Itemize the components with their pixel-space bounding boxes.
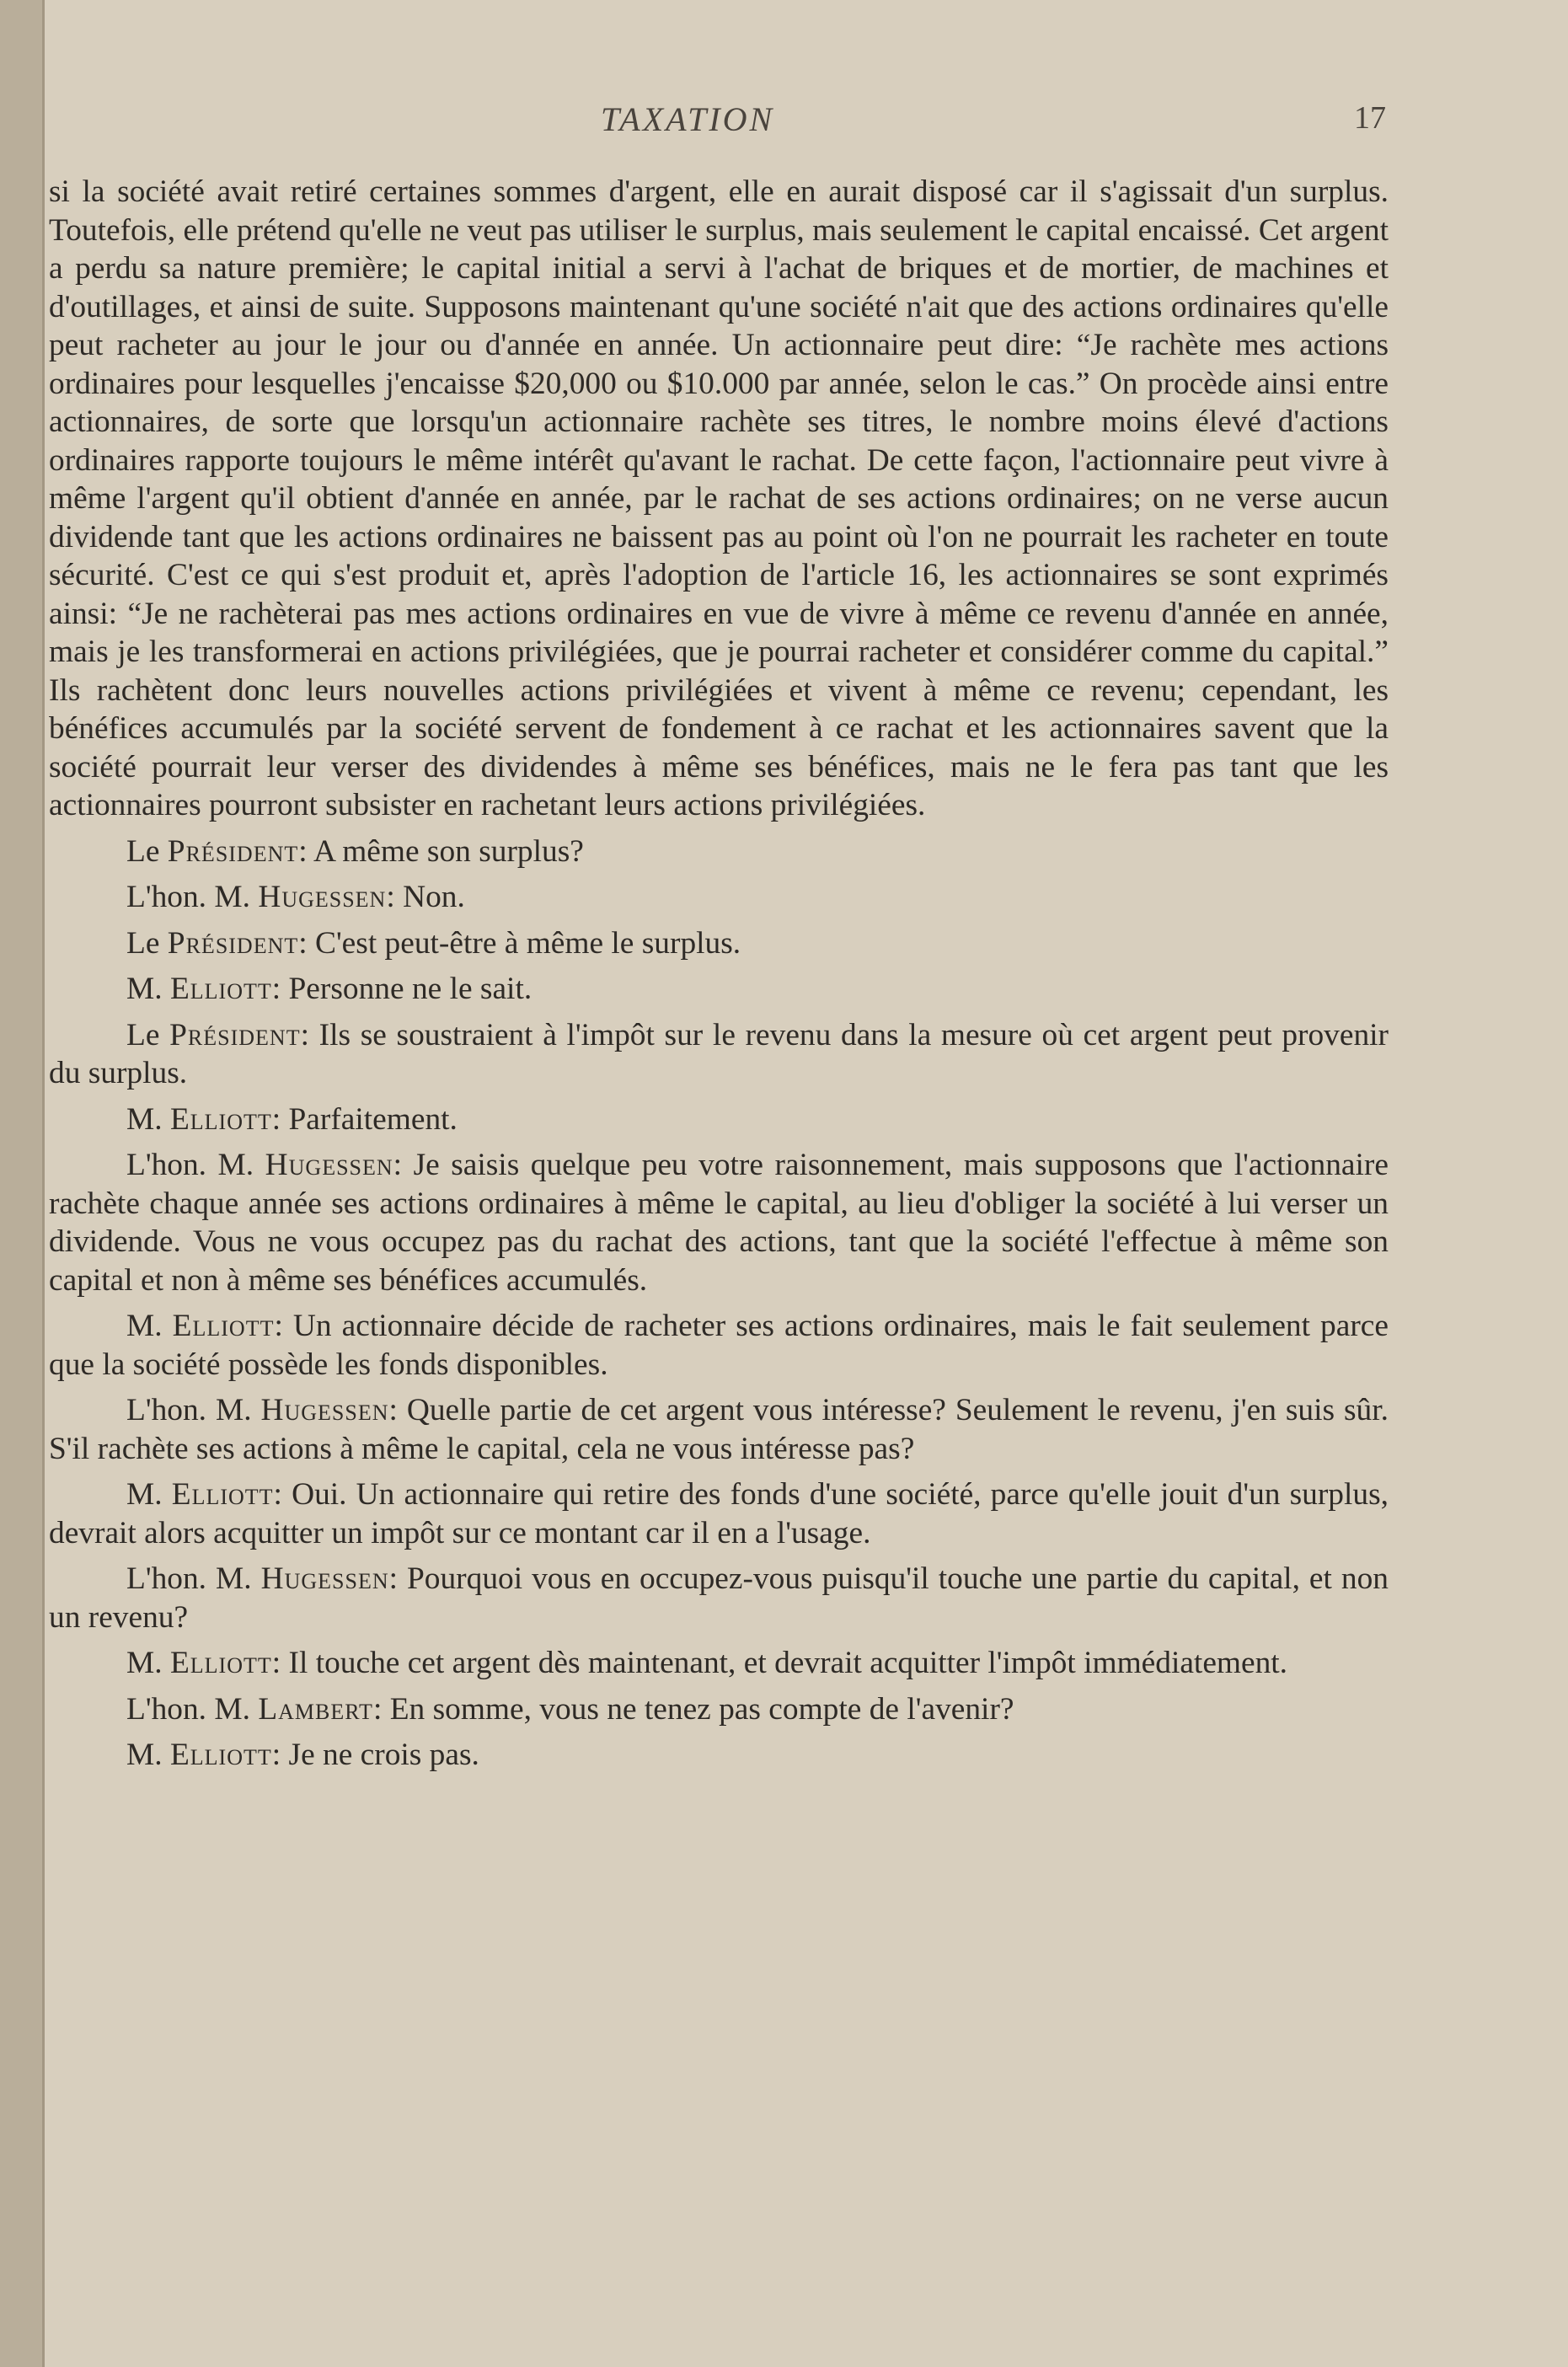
speaker-name: Président [169,1017,301,1052]
speech-text: Non. [403,880,465,914]
speaker-separator: : [271,1738,289,1772]
speech-paragraph [49,1560,1389,1636]
speaker-name: Hugessen [265,1148,393,1182]
speech-text: Je saisis quelque peu votre raisonnement, mais supposons que l'actionnaire rachète chaque année ses actions ordinaires à même le capital, au lieu d'obliger la société à lui verser un dividende. Vous ne vous occupez pas du rachat des actions, tant que la société l'effectue à même son capital et non à même ses bénéfices accumulés. [49,1148,1389,1298]
speaker-name: Elliott [169,1738,272,1772]
speech-text: A même son surplus? [313,833,584,869]
speaker-prefix: M. [126,1738,170,1772]
speech-paragraph [49,1146,1389,1299]
speaker-name: Elliott [169,1101,272,1137]
speaker-separator: : [300,1017,319,1052]
speaker-name: Président [167,925,299,961]
speaker-name: Hugessen [260,1561,389,1596]
speaker-separator: : [271,1101,289,1137]
speaker-separator: : [372,1691,390,1727]
body-text [49,173,1389,1775]
speaker-separator: : [388,1561,407,1596]
speech-text: Personne ne le sait. [288,972,532,1006]
speech-paragraph [49,1690,1389,1729]
speaker-separator: : [393,1148,414,1182]
speaker-separator: : [298,925,315,961]
speech-paragraph [49,833,1389,871]
speaker-name: Elliott [169,1646,272,1680]
speaker-prefix: M. [126,1101,170,1137]
paragraph-continued [49,173,1389,825]
speech-paragraph [49,1307,1389,1384]
speaker-prefix: L'hon. M. [126,880,259,914]
speaker-separator: : [271,972,289,1006]
speaker-separator: : [388,1393,407,1427]
running-head [0,99,1568,142]
speaker-separator: : [273,1477,292,1512]
speaker-prefix: L'hon. M. [126,1393,261,1427]
speech-text: Oui. Un actionnaire qui retire des fonds d'une société, parce qu'elle jouit d'un surplus, devrait alors acquitter un impôt sur ce montant car il en a l'usage. [49,1477,1389,1550]
speaker-name: Elliott [171,1477,274,1512]
speech-text: Ils se soustraient à l'impôt sur le revenu dans la mesure où cet argent peut provenir du surplus. [49,1017,1389,1090]
speaker-name: Elliott [172,1309,275,1343]
speaker-name: Hugessen [260,1393,389,1427]
speech-paragraph [49,1475,1389,1552]
speaker-prefix: L'hon. M. [126,1561,261,1596]
speaker-separator: : [271,1646,289,1680]
speech-paragraph [49,970,1389,1009]
speaker-name: Lambert [258,1691,373,1727]
speaker-prefix: L'hon. M. [126,1691,259,1727]
speaker-prefix: L'hon. M. [126,1148,265,1182]
speech-text: Un actionnaire décide de racheter ses actions ordinaires, mais le fait seulement parce que la société possède les fonds disponibles. [49,1309,1389,1382]
speech-paragraph [49,1736,1389,1775]
speaker-separator: : [386,880,404,914]
speaker-prefix: M. [126,1477,172,1512]
speech-paragraph [49,1644,1389,1683]
speaker-prefix: M. [126,1309,173,1343]
speaker-prefix: Le [126,925,168,961]
speaker-name: Président [167,833,299,869]
speech-paragraph [49,878,1389,917]
speech-text: En somme, vous ne tenez pas compte de l'avenir? [389,1691,1014,1727]
speaker-prefix: M. [126,972,170,1006]
speaker-prefix: Le [126,833,168,869]
speaker-name: Elliott [169,972,272,1006]
speaker-separator: : [298,833,313,869]
speech-paragraph [49,1100,1389,1139]
speech-text: Parfaitement. [288,1101,458,1137]
speaker-prefix: Le [126,1017,170,1052]
running-title: TAXATION [601,100,775,138]
speech-text: Quelle partie de cet argent vous intéresse? Seulement le revenu, j'en suis sûr. S'il rachète ses actions à même le capital, cela ne vous intéresse pas? [49,1393,1389,1466]
speaker-separator: : [274,1309,293,1343]
speech-text: Je ne crois pas. [288,1738,479,1772]
speaker-name: Hugessen [258,880,387,914]
page-binding-edge [0,0,45,2367]
speech-text: Il touche cet argent dès maintenant, et devrait acquitter l'impôt immédiatement. [288,1646,1288,1680]
paragraph-text: si la société avait retiré certaines sommes d'argent, elle en aurait disposé car il s'agissait d'un surplus. Toutefois, elle prétend qu'elle ne veut pas utiliser le surplus, mais seulement le capital encaissé. Cet argent a perdu sa nature première; le capital initial a servi à l'achat de briques et de mortier, de machines et d'outillages, et ainsi de suite. Supposons maintenant qu'une société n'ait que des actions ordinaires qu'elle peut racheter au jour le jour ou d'année en année. Un actionnaire peut dire: “Je rachète mes actions ordinaires pour lesquelles j'encaisse $20,000 ou $10.000 par année, selon le cas.” On procède ainsi entre actionnaires, de sorte que lorsqu'un actionnaire rachète ses titres, le nombre moins élevé d'actions ordinaires rapporte toujours le même intérêt qu'avant le rachat. De cette façon, l'actionnaire peut vivre à même l'argent qu'il obtient d'année en année, par le rachat de ses actions ordinaires; on ne verse aucun dividende tant que les actions ordinaires ne baissent pas au point où l'on ne pourrait les racheter en toute sécurité. C'est ce qui s'est produit et, après l'adoption de l'article 16, les actionnaires se sont exprimés ainsi: “Je ne rachèterai pas mes actions ordinaires en vue de vivre à même ce revenu d'année en année, mais je les transformerai en actions privilégiées, que je pourrai racheter et considérer comme du capital.” Ils rachètent donc leurs nouvelles actions privilégiées et vivent à même ce revenu; cependant, les bénéfices accumulés par la société servent de fondement à ce rachat et les actionnaires savent que la société pourrait leur verser des dividendes à même ses bénéfices, mais ne le fera pas tant que les actionnaires pourront subsister en rachetant leurs actions privilégiées. [49,174,1389,822]
speech-paragraph [49,1391,1389,1468]
speech-paragraph [49,924,1389,963]
page-number: 17 [1354,100,1386,136]
speech-paragraph [49,1016,1389,1093]
speech-text: C'est peut-être à même le surplus. [315,925,741,961]
speech-text: Pourquoi vous en occupez-vous puisqu'il touche une partie du capital, et non un revenu? [49,1561,1389,1635]
speaker-prefix: M. [126,1646,170,1680]
